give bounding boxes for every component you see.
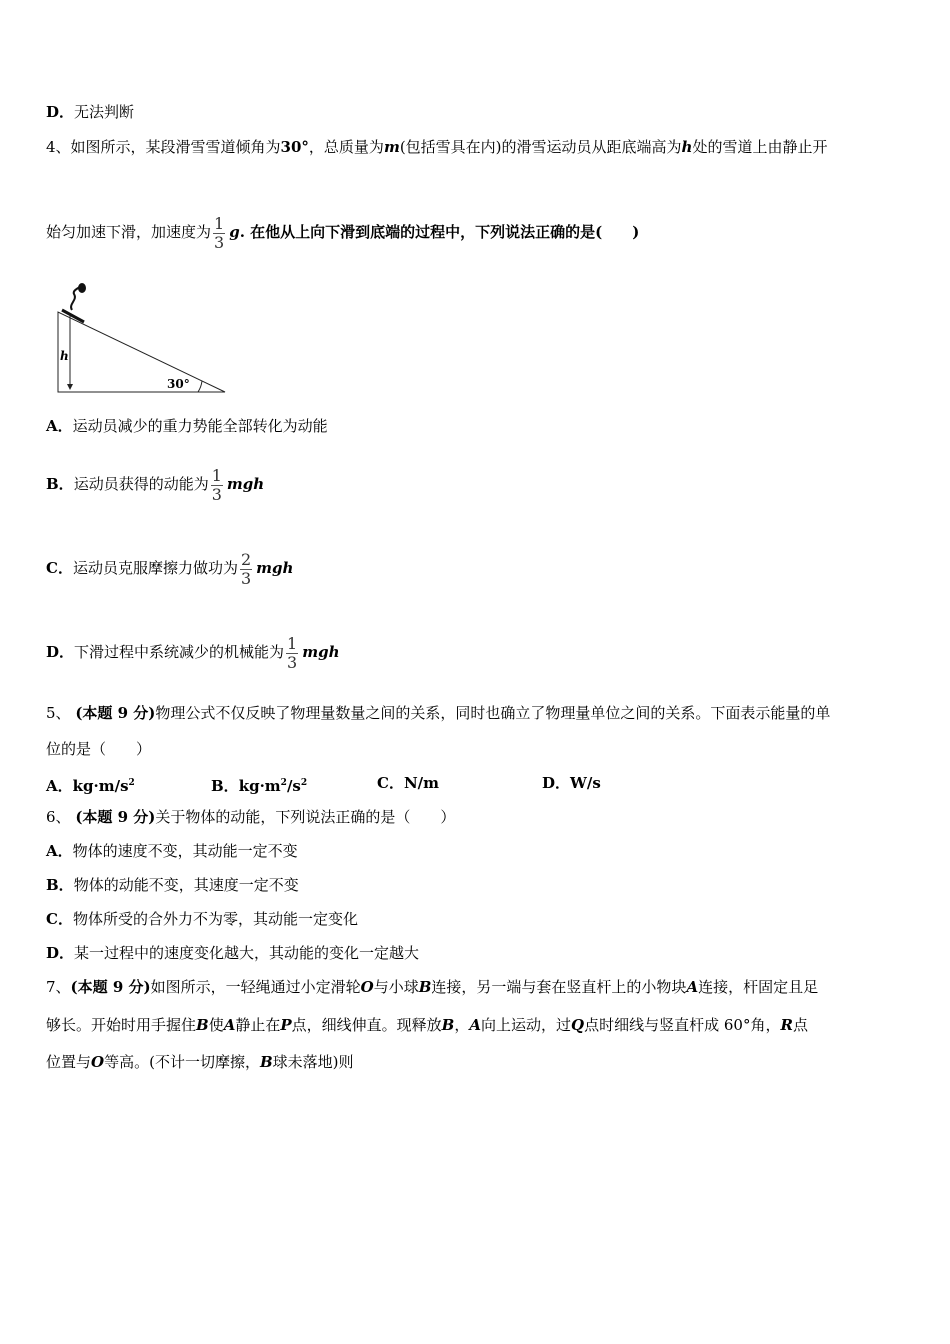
var-b: B [259,1053,273,1071]
expression: mgh [256,559,294,577]
option-text: 物体的速度不变，其动能一定不变 [72,842,298,860]
stem-text: ，总质量为 [308,138,384,156]
q3-option-d [46,102,134,122]
option-letter: B． [46,876,74,894]
angle-value: 30° [280,138,309,156]
stem-text: 使 [208,1016,224,1034]
var-m: m [383,138,400,156]
option-letter: D． [46,643,75,661]
score-label: (本题 9 分) [75,808,156,826]
option-letter: A． [46,842,73,860]
stem-text: ， [454,1016,470,1034]
var-b: B [418,978,432,996]
var-o: O [360,978,374,996]
q7-stem-line3 [46,1052,354,1072]
q4-option-b [46,452,264,516]
stem-text: 关于物体的动能，下列说法正确的是（ ） [155,808,456,826]
option-letter: D． [46,944,75,962]
var-p: P [280,1016,292,1034]
option-letter: D． [46,103,75,121]
q4-option-d [46,620,339,684]
option-unit: kg·m/s [72,777,129,795]
option-text: 运动员获得的动能为 [73,475,209,493]
stem-text: 静止在 [235,1016,281,1034]
option-text: 物体所受的合外力不为零，其动能一定变化 [72,910,358,928]
fraction-numerator: 1 [211,465,222,485]
fraction-denominator: 3 [287,652,298,672]
var-q: Q [571,1016,585,1034]
stem-text: 等高。(不计一切摩擦， [104,1053,260,1071]
var-a: A [469,1016,482,1034]
question-number: 7、 [46,978,71,996]
option-unit: /s [286,777,301,795]
incline-figure [50,280,235,400]
fraction-numerator: 2 [240,549,252,569]
score-label: (本题 9 分) [75,704,156,722]
skier-head-icon [78,283,86,293]
q5-option-a [46,773,135,796]
q4-option-a [46,416,328,436]
q5-option-c [377,773,439,793]
fraction-numerator: 1 [214,213,225,233]
q4-stem-line2 [46,200,639,264]
var-h: h [681,138,693,156]
stem-text: 物理公式不仅反映了物理量数量之间的关系，同时也确立了物理量单位之间的关系。下面表示能量的单 [155,704,831,722]
stem-text: 够长。开始时用手握住 [46,1016,197,1034]
stem-text: 点，细线伸直。现释放 [291,1016,442,1034]
option-unit: N/m [403,774,440,792]
q5-stem-line2 [46,739,151,759]
q6-option-b [46,875,299,895]
height-arrowhead [67,384,73,390]
stem-text: 连接，杆固定且足 [698,978,819,996]
q6-stem [46,807,455,827]
var-b: B [441,1016,455,1034]
incline-triangle [58,312,225,392]
stem-text: (包括雪具在内)的滑雪运动员从距底端高为 [399,138,682,156]
q5-option-d [542,773,601,793]
score-label: (本题 9 分) [70,978,151,996]
superscript: 2 [280,778,287,788]
fraction-denominator: 3 [240,568,252,588]
option-letter: D． [542,774,571,792]
var-a: A [686,978,699,996]
option-text: 下滑过程中系统减少的机械能为 [74,643,285,661]
fraction [286,635,298,672]
superscript: 2 [128,778,135,788]
angle-arc [198,381,202,392]
stem-text: 位置与 [46,1053,92,1071]
q6-option-c [46,909,358,929]
option-text: 某一过程中的速度变化越大，其动能的变化一定越大 [74,944,420,962]
expression: mgh [226,475,265,493]
var-r: R [780,1016,793,1034]
fraction-denominator: 3 [211,484,222,504]
var-g: g [229,223,240,241]
option-text: 运动员减少的重力势能全部转化为动能 [72,417,328,435]
var-b: B [196,1016,209,1034]
stem-text: 球未落地)则 [272,1053,354,1071]
option-letter: B． [211,777,239,795]
stem-text: 始匀加速下滑，加速度为 [46,223,212,241]
stem-text: 点时细线与竖直杆成 60°角， [584,1016,781,1034]
fraction-numerator: 1 [287,633,298,653]
q5-option-b [211,773,307,796]
option-letter: A． [46,417,73,435]
fraction-denominator: 3 [214,232,225,252]
option-letter: A． [46,777,73,795]
fraction [213,215,225,252]
h-label: h [60,349,69,363]
q6-option-a [46,841,298,861]
q6-option-d [46,943,419,963]
option-letter: B． [46,475,74,493]
q7-stem-line2 [46,1015,808,1035]
option-text: 运动员克服摩擦力做功为 [72,559,238,577]
stem-text: . 在他从上向下滑到底端的过程中，下列说法正确的是( ) [239,223,640,241]
option-letter: C． [46,559,73,577]
question-number: 6、 [46,808,76,826]
q4-option-c [46,536,293,600]
var-a: A [223,1016,236,1034]
option-letter: C． [377,774,404,792]
option-unit: W/s [570,774,601,792]
fraction [211,467,223,504]
option-unit: kg·m [238,777,281,795]
stem-text: 4、如图所示，某段滑雪雪道倾角为 [46,138,281,156]
question-number: 5、 [46,704,76,722]
expression: mgh [302,643,340,661]
superscript: 2 [300,778,308,788]
angle-label: 30° [167,377,190,391]
stem-text: 点 [792,1016,808,1034]
option-text: 无法判断 [74,103,135,121]
stem-text: 与小球 [373,978,419,996]
q7-stem-line1 [46,977,818,997]
stem-text: 处的雪道上由静止开 [692,138,828,156]
fraction [240,551,252,588]
stem-text: 连接，另一端与套在竖直杆上的小物块 [431,978,687,996]
q4-stem-line1 [46,137,827,157]
var-o: O [91,1053,105,1071]
stem-text: 如图所示，一轻绳通过小定滑轮 [150,978,361,996]
stem-text: 向上运动，过 [481,1016,572,1034]
stem-text: 位的是（ ） [46,740,152,758]
option-text: 物体的动能不变，其速度一定不变 [73,876,299,894]
option-letter: C． [46,910,73,928]
q5-stem-line1 [46,703,830,723]
